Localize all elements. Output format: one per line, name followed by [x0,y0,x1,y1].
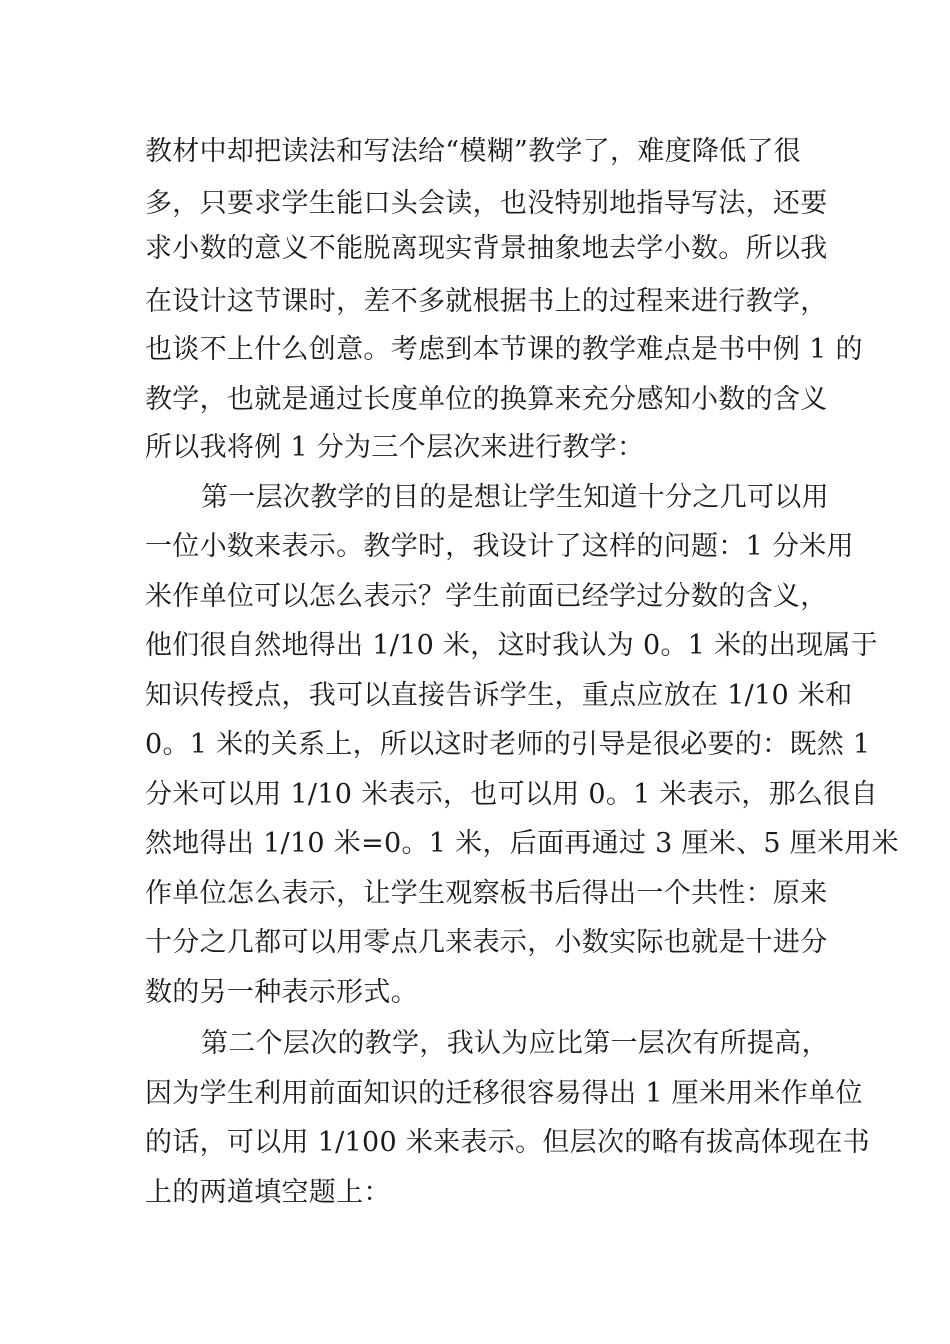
text-line: 米作单位可以怎么表示？学生前面已经学过分数的含义， [145,581,828,612]
text-line: 教学，也就是通过长度单位的换算来充分感知小数的含义 [145,384,828,415]
text-line: 数的另一种表示形式。 [145,977,418,1008]
text-line: 然地得出 1/10 米=0。1 米，后面再通过 3 厘米、5 厘米用米 [145,828,899,859]
text-line: 教材中却把读法和写法给“模糊”教学了，难度降低了很 [145,136,802,167]
text-line: 因为学生利用前面知识的迁移很容易得出 1 厘米用米作单位 [145,1078,863,1109]
text-line: 的话，可以用 1/100 米来表示。但层次的略有拔高体现在书 [145,1127,870,1158]
text-line: 在设计这节课时，差不多就根据书上的过程来进行教学， [145,286,828,317]
text-line: 0。1 米的关系上，所以这时老师的引导是很必要的：既然 1 [145,729,871,760]
paragraph-first-line: 第二个层次的教学，我认为应比第一层次有所提高， [201,1028,829,1059]
text-line: 求小数的意义不能脱离现实背景抽象地去学小数。所以我 [145,233,828,264]
text-line: 多，只要求学生能口头会读，也没特别地指导写法，还要 [145,188,828,219]
paragraph-first-line: 第一层次教学的目的是想让学生知道十分之几可以用 [201,482,829,513]
text-line: 分米可以用 1/10 米表示，也可以用 0。1 米表示，那么很自 [145,779,878,810]
text-line: 所以我将例 1 分为三个层次来进行教学： [145,432,645,463]
text-line: 十分之几都可以用零点几来表示，小数实际也就是十进分 [145,927,828,958]
text-line: 上的两道填空题上： [145,1177,391,1208]
text-line: 知识传授点，我可以直接告诉学生，重点应放在 1/10 米和 [145,680,853,711]
text-line: 也谈不上什么创意。考虑到本节课的教学难点是书中例 1 的 [145,334,863,365]
text-line: 一位小数来表示。教学时，我设计了这样的问题：1 分米用 [145,531,854,562]
text-line: 作单位怎么表示，让学生观察板书后得出一个共性：原来 [145,878,828,909]
text-line: 他们很自然地得出 1/10 米，这时我认为 0。1 米的出现属于 [145,630,878,661]
